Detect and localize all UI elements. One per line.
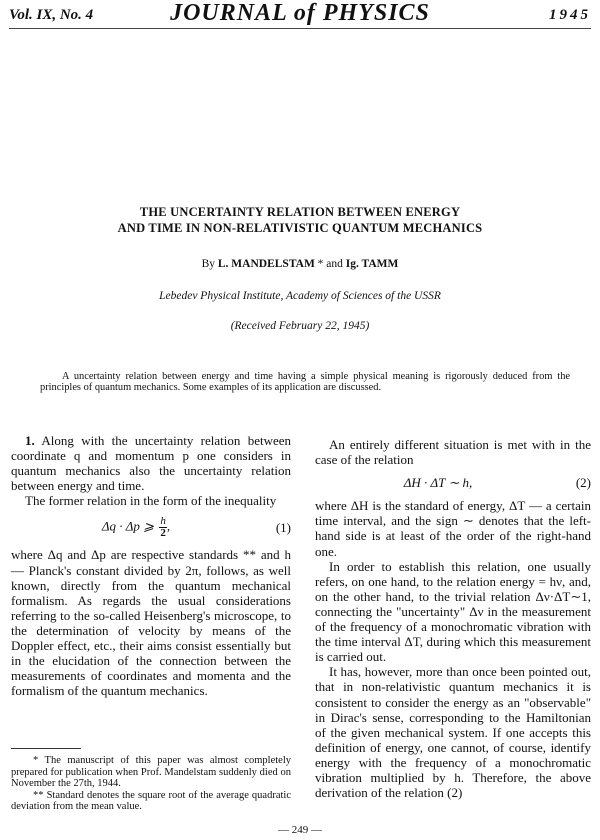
paragraph-6: In order to establish this relation, one usually refers, on one hand, to the relation energy = hν, and, on the other hand, to the trivial relation Δν·ΔT∼1, connecting the "uncertainty" Δν in the measurement of the frequency of a monochromatic vibration with the time interval ΔT, during which this measurement is carried out. bbox=[315, 558, 591, 665]
received-date: (Received February 22, 1945) bbox=[230, 320, 370, 332]
fraction-numerator: h bbox=[160, 515, 166, 528]
paragraph-7: It has, however, more than once been pointed out, that in non-relativistic quantum mechanics it is consistent to consider the energy as an "observable" in Dirac's sense, corresponding to the Hamiltonian of the given mechanical system. If one accepts this definition of energy, one cannot, of course, identify energy with the frequency of a monochromatic vibration multiplied by h. Therefore, the above derivation of the relation (2) bbox=[315, 664, 591, 801]
equation-1-comma: , bbox=[166, 518, 171, 534]
journal-title: JOURNAL of PHYSICS bbox=[170, 0, 430, 26]
paragraph-1 bbox=[11, 433, 291, 493]
by-label: By bbox=[201, 258, 216, 270]
section-number: 1. bbox=[25, 433, 35, 448]
equation-2-expression: ΔH · ΔT ∼ h, bbox=[403, 475, 473, 491]
footnote-1: * The manuscript of this paper was almost completely prepared for publication when Prof. Mandelstam suddenly died on November the 27th, 1944. bbox=[11, 755, 291, 789]
paragraph-2: The former relation in the form of the inequality bbox=[25, 493, 277, 509]
paragraph-3: where Δq and Δp are respective standards ** and h — Planck's constant divided by 2π, follows, as well known, directly from the quantum mechanical formalism. As regards the usual considerations referring to the so-called Heisenberg's microscope, to the determination of velocity by means of the Doppler effect, etc., their aims consist essentially but in the elucidation of the connection between the measurements of coordinates and momenta and the formalism of the quantum mechanics. bbox=[11, 547, 291, 699]
equation-1-lhs: Δq · Δp ⩾ bbox=[101, 518, 155, 534]
left-column bbox=[11, 433, 291, 698]
page-number: — 249 — bbox=[278, 824, 322, 836]
fraction-h-over-2 bbox=[159, 516, 167, 539]
volume-issue: Vol. IX, No. 4 bbox=[9, 7, 94, 23]
right-column bbox=[315, 437, 591, 800]
equation-2 bbox=[315, 475, 591, 490]
publication-year: 1945 bbox=[549, 7, 591, 23]
equation-1 bbox=[11, 516, 291, 539]
fraction-denominator: 2 bbox=[160, 527, 166, 540]
paragraph-4: An entirely different situation is met with in the case of the relation bbox=[315, 437, 591, 468]
footnote-2: ** Standard denotes the square root of the average quadratic deviation from the mean value. bbox=[11, 789, 291, 812]
and-label: and bbox=[326, 258, 343, 270]
equation-1-expression bbox=[11, 516, 261, 539]
author-mandelstam: L. MANDELSTAM bbox=[217, 258, 315, 270]
equation-1-label: (1) bbox=[275, 520, 291, 536]
footnote-rule bbox=[11, 748, 81, 749]
article-title-line-1: THE UNCERTAINTY RELATION BETWEEN ENERGY bbox=[139, 205, 461, 219]
author-tamm: Ig. TAMM bbox=[345, 258, 399, 270]
paragraph-5: where ΔH is the standard of energy, ΔT — a certain time interval, and the sign ∼ denotes that the left-hand side is at least of the order of the right-hand one. bbox=[315, 498, 591, 559]
equation-2-label: (2) bbox=[575, 475, 591, 491]
abstract: A uncertainty relation between energy and time having a simple physical meaning is rigorously deduced from the principles of quantum mechanics. Some examples of its application are discussed. bbox=[40, 371, 570, 393]
paragraph-1-text: Along with the uncertainty relation between coordinate q and momentum p one considers in quantum mechanics also the uncertainty relation between energy and time. bbox=[11, 433, 291, 494]
author-line bbox=[0, 258, 600, 270]
footnotes bbox=[11, 755, 291, 813]
footnote-marker: * bbox=[314, 258, 327, 270]
article-title-line-2: AND TIME IN NON-RELATIVISTIC QUANTUM MECHANICS bbox=[117, 221, 483, 235]
title-block bbox=[0, 204, 600, 332]
affiliation: Lebedev Physical Institute, Academy of Sciences of the USSR bbox=[159, 290, 441, 302]
running-header bbox=[9, 2, 591, 29]
